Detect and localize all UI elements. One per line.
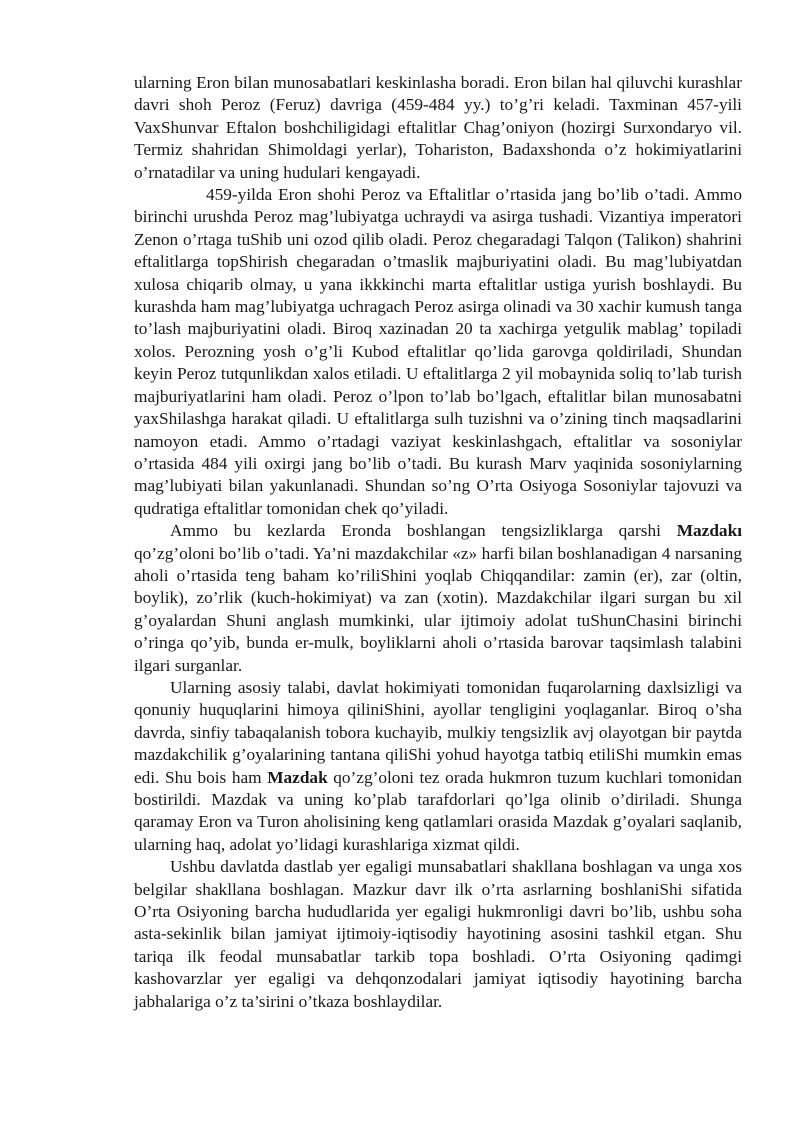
paragraph-text: qo’zg’oloni tez orada hukmron tuzum kuchlari tomonidan bostirildi. Mazdak va uning ko’plab tarafdorlari qo’lga olinib o’diriladi. Shunga qaramay Eron va Turon aholisining keng qatlamlari orasida Mazdak g’oyalari saqlanib, ularning haq, adolat yo’lidagi kurashlariga xizmat qildi. (134, 767, 742, 854)
paragraph-2 (134, 184, 742, 520)
paragraph-4 (134, 677, 742, 856)
paragraph-text: Ushbu davlatda dastlab yer egaligi munsabatlari shakllana boshlagan va unga xos belgilar shakllana boshlagan. Mazkur davr ilk o’rta asrlarning boshlaniShi sifatida O’rta Osiyoning barcha hududlarida yer egaligi hukmronligi davri bo’lib, ushbu soha asta-sekinlik bilan jamiyat ijtimoiy-iqtisodiy hayotining asosini tashkil etgan. Shu tariqa ilk feodal munsabatlar tarkib topa boshladi. O’rta Osiyoning qadimgi kashovarzlar yer egaligi va dehqonzodalari jamiyat iqtisodiy hayotining barcha jabhalariga o’z ta’sirini o’tkaza boshlaydilar. (134, 857, 742, 1011)
paragraph-text: 459-yilda Eron shohi Peroz va Eftalitlar o’rtasida jang bo’lib o’tadi. Ammo birinchi urushda Peroz mag’lubiyatga uchraydi va asirga tushadi. Vizantiya imperatori Zenon o’rtaga tuShib uni ozod qilib oladi. Peroz chegaradagi Talqon (Talikon) shahrini eftalitlarga topShirish chegaradan o’tmaslik majburiyatini oladi. Bu mag’lubiyatdan xulosa chiqarib olmay, u yana ikkkinchi marta eftalitlar ustiga yurish boshlaydi. Bu kurashda ham mag’lubiyatga uchragach Peroz asirga olinadi va 30 xachir kumush tanga to’lash majburiyatini oladi. Biroq xazinadan 20 ta xachirga yetgulik mablag’ topiladi xolos. Perozning yosh o’g’li Kubod eftalitlar qo’lida garovga qoldiriladi, Shundan keyin Peroz tutqunlikdan xalos etiladi. U eftalitlarga 2 yil mobaynida soliq to’lab turish majburiyatlarini ham oladi. Peroz o’lpon to’lab bo’lgach, eftalitlar bilan munosabatni yaxShilashga harakat qiladi. U eftalitlarga sulh tuzishni va o’zining tinch maqsadlarini namoyon etadi. Ammo o’rtadagi vaziyat keskinlashgach, eftalitlar va sosoniylar o’rtasida 484 yili oxirgi jang bo’lib o’tadi. Bu kurash Marv yaqinida sosoniylarning mag’lubiyati bilan yakunlanadi. Shundan so’ng O’rta Osiyoga Sosoniylar tajovuzi va qudratiga eftalitlar tomonidan chek qo’yiladi. (134, 185, 742, 518)
paragraph-1 (134, 72, 742, 184)
document-page (134, 72, 742, 1013)
paragraph-text: Ammo bu kezlarda Eronda boshlangan tengsizliklarga qarshi (170, 521, 677, 541)
bold-term: Mazdakı (676, 521, 742, 541)
paragraph-text: ularning Eron bilan munosabatlari keskinlasha boradi. Eron bilan hal qiluvchi kurashlar davri shoh Peroz (Feruz) davriga (459-484 yy.) to’g’ri keladi. Taxminan 457-yili VaxShunvar Eftalon boshchiligidagi eftalitlar Chag’oniyon (hozirgi Surxondaryo vil. Termiz shahridan Shimoldagi yerlar), Toharistоn, Badaxshonda o’z hokimiyatlarini o’rnatadilar va uning hudulari kengayadi. (134, 73, 742, 182)
paragraph-3 (134, 520, 742, 677)
bold-term: Mazdak (267, 767, 328, 787)
paragraph-text: Ularning asosiy talabi, davlat hokimiyati tomonidan fuqarolarning daxlsizligi va qonuniy huquqlarini himoya qiliniShini, ayollar tengligini yoqlaganlar. Biroq o’sha davrda, sinfiy tabaqalanish tobora kuchayib, mulkiy tengsizlik avj olayotgan bir paytda mazdakchilik g’oyalarining tantana qiliShi yohud hayotga tatbiq etiliShi mumkin emas edi. Shu bois ham (134, 677, 742, 787)
paragraph-5 (134, 856, 742, 1013)
paragraph-text: qo’zg’oloni bo’lib o’tadi. Ya’ni mazdakchilar «z» harfi bilan boshlanadigan 4 narsaning aholi o’rtasida teng baham ko’riliShini yoqlab Chiqqandilar: zamin (er), zar (oltin, boylik), zo’rlik (kuch-hokimiyat) va zan (xotin). Mazdakchilar ilgari surgan bu xil g’oyalardan Shuni anglash mumkinki, ular ijtimoiy adolat tuShunChasini birinchi o’ringa qo’yib, bunda er-mulk, boyliklarni aholi o’rtasida barovar taqsimlash talabini ilgari surganlar. (134, 543, 742, 675)
